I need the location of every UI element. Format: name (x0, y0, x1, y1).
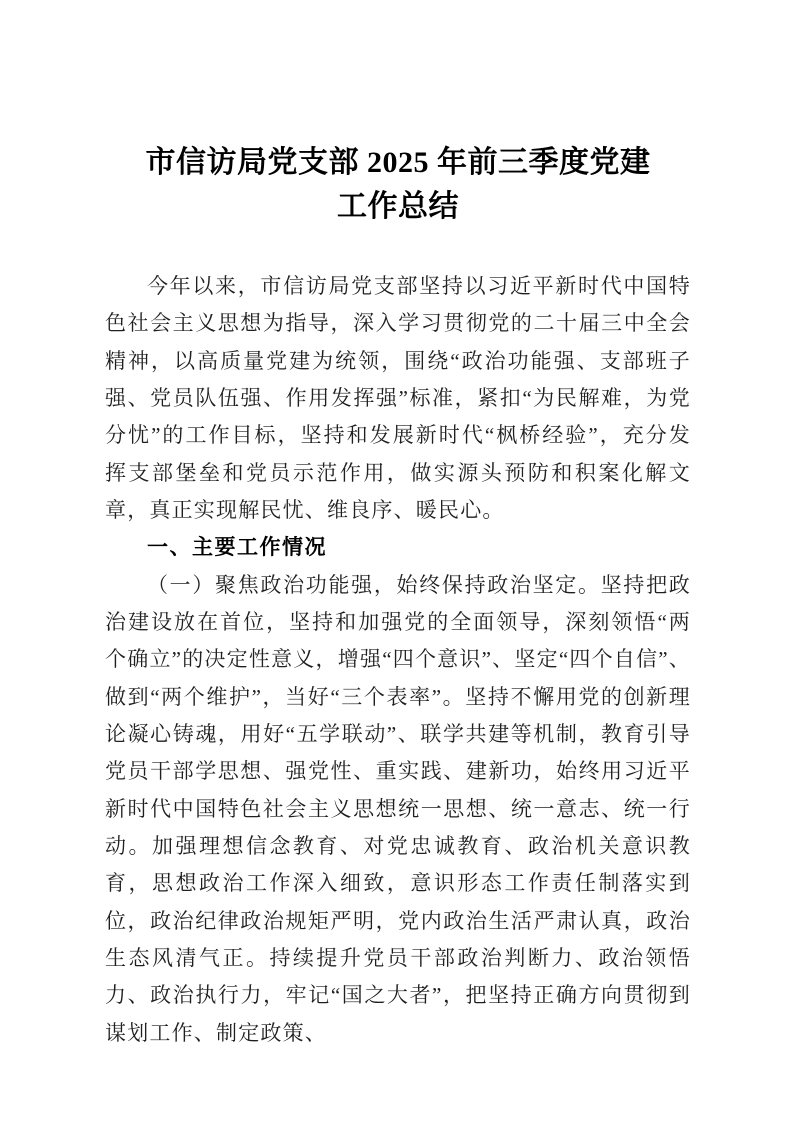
document-title (105, 141, 691, 229)
document-content (105, 0, 691, 1052)
section-1-heading: 一、主要工作情况 (147, 535, 327, 560)
intro-paragraph: 今年以来，市信访局党支部坚持以习近平新时代中国特色社会主义思想为指导，深入学习贯彻党的二十届三中全会精神，以高质量党建为统领，围绕“政治功能强、支部班子强、党员队伍强、作用发挥强”标准，紧扣“为民解难，为党分忧”的工作目标，坚持和发展新时代“枫桥经验”，充分发挥支部堡垒和党员示范作用，做实源头预防和积案化解文章，真正实现解民忧、维良序、暖民心。 (105, 274, 691, 522)
document-body (105, 268, 691, 1052)
document-title-line-1: 市信访局党支部 2025 年前三季度党建 (145, 146, 651, 179)
section-1-item-1-paragraph: （一）聚焦政治功能强，始终保持政治坚定。坚持把政治建设放在首位，坚持和加强党的全面领导，深刻领悟“两个确立”的决定性意义，增强“四个意识”、坚定“四个自信”、做到“两个维护”，当好“三个表率”。坚持不懈用党的创新理论凝心铸魂，用好“五学联动”、联学共建等机制，教育引导党员干部学思想、强党性、重实践、建新功，始终用习近平新时代中国特色社会主义思想统一思想、统一意志、统一行动。加强理想信念教育、对党忠诚教育、政治机关意识教育，思想政治工作深入细致，意识形态工作责任制落实到位，政治纪律政治规矩严明，党内政治生活严肃认真，政治生态风清气正。持续提升党员干部政治判断力、政治领悟力、政治执行力，牢记“国之大者”，把坚持正确方向贯彻到谋划工作、制定政策、 (105, 572, 691, 1045)
document-title-line-2: 工作总结 (337, 190, 459, 223)
